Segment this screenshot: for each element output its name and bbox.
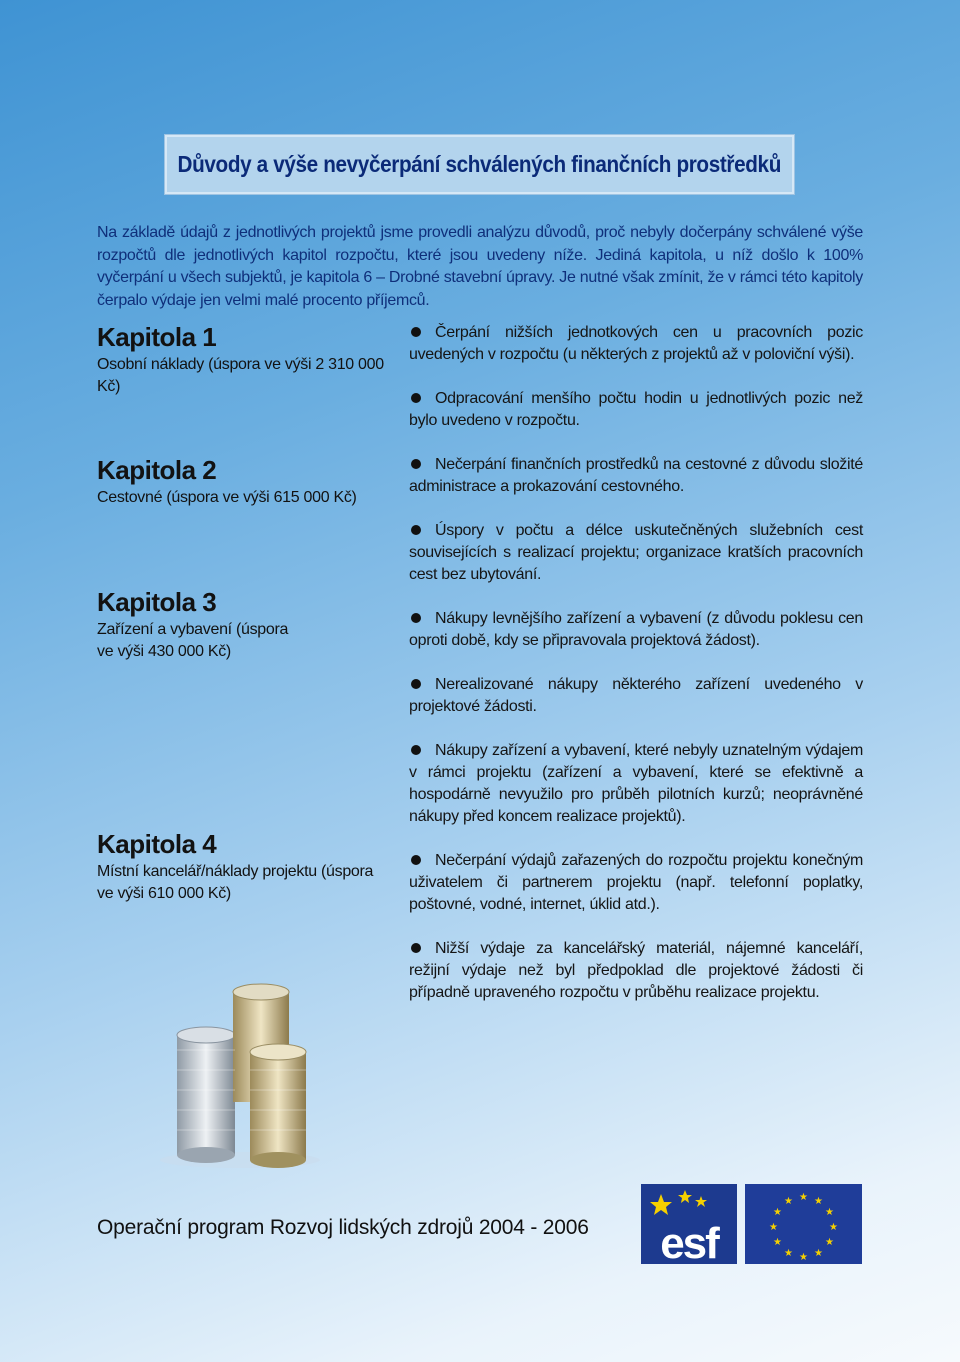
svg-text:★: ★ [825, 1237, 834, 1248]
svg-text:★: ★ [799, 1252, 808, 1263]
list-item-text: Nižší výdaje za kancelářský materiál, nájemné kanceláří, režijní výdaje než byl předpoklad dle projektové žádosti či případně upraveného rozpočtu v průběhu realizace projektu. [409, 940, 863, 1001]
chapter-1 [97, 322, 397, 398]
list-item [409, 740, 863, 828]
list-item [409, 520, 863, 586]
esf-logo-text: esf [660, 1219, 718, 1264]
list-item-text: Nečerpání finančních prostředků na cestovné z důvodu složité administrace a prokazování cestovného. [409, 456, 863, 495]
svg-text:★: ★ [814, 1248, 823, 1259]
svg-text:★: ★ [784, 1196, 793, 1207]
bullet-icon [411, 745, 421, 755]
bullet-icon [411, 679, 421, 689]
coin-stack-left [177, 1027, 235, 1163]
list-item [409, 388, 863, 432]
svg-text:★: ★ [799, 1192, 808, 1203]
svg-text:★: ★ [773, 1237, 782, 1248]
esf-logo [641, 1184, 737, 1264]
program-footer: Operační program Rozvoj lidských zdrojů 2004 - 2006 [97, 1216, 589, 1239]
title-box [165, 135, 794, 194]
svg-text:★: ★ [814, 1196, 823, 1207]
chapter-2 [97, 455, 397, 509]
bullet-icon [411, 855, 421, 865]
bullet-icon [411, 327, 421, 337]
page-title: Důvody a výše nevyčerpání schválených finančních prostředků [177, 151, 782, 177]
chapter-description: Místní kancelář/náklady projektu (úspora ve výši 610 000 Kč) [97, 863, 374, 902]
reasons-list [409, 322, 863, 1026]
list-item [409, 454, 863, 498]
svg-text:★: ★ [829, 1222, 838, 1233]
coin-stacks-image [155, 980, 325, 1170]
list-item [409, 608, 863, 652]
list-item [409, 850, 863, 916]
list-item-text: Nákupy zařízení a vybavení, které nebyly uznatelným výdajem v rámci projektu (zařízení a vybavení, které se efektivně a hospodárně nevyužilo pro průběh pilotních kurzů; neoprávněné nákupy před koncem realizace projektů). [409, 742, 863, 825]
chapter-title: Kapitola 2 [97, 455, 217, 485]
list-item-text: Čerpání nižších jednotkových cen u pracovních pozic uvedených v rozpočtu (u některých z projektů až v poloviční výši). [409, 324, 863, 363]
list-item-text: Nerealizované nákupy některého zařízení uvedeného v projektové žádosti. [409, 676, 863, 715]
chapter-description: Cestovné (úspora ve výši 615 000 Kč) [97, 489, 357, 506]
intro-paragraph: Na základě údajů z jednotlivých projektů jsme provedli analýzu důvodů, proč nebyly dočerpány schválené výše rozpočtů dle jednotlivých kapitol rozpočtu, které jsou uvedeny níže. Jediná kapitola, u níž došlo k 100% vyčerpání u všech subjektů, je kapitola 6 – Drobné stavební úpravy. Je nutné však zmínit, že v rámci této kapitoly čerpalo výdaje jen velmi malé procento příjemců. [97, 224, 863, 309]
list-item [409, 322, 863, 366]
coin-stack-front [250, 1044, 306, 1168]
svg-text:★: ★ [784, 1248, 793, 1259]
chapter-description: Osobní náklady (úspora ve výši 2 310 000 Kč) [97, 356, 384, 395]
bullet-icon [411, 459, 421, 469]
bullet-icon [411, 613, 421, 623]
chapter-4 [97, 829, 382, 905]
chapter-description: Zařízení a vybavení (úspora ve výši 430 000 Kč) [97, 621, 289, 660]
list-item [409, 674, 863, 718]
list-item [409, 938, 863, 1004]
chapter-title: Kapitola 3 [97, 587, 217, 617]
chapter-title: Kapitola 1 [97, 322, 217, 352]
eu-flag [745, 1184, 862, 1264]
list-item-text: Odpracování menšího počtu hodin u jednotlivých pozic než bylo uvedeno v rozpočtu. [409, 390, 863, 429]
list-item-text: Úspory v počtu a délce uskutečněných služebních cest souvisejících s realizací projektu; organizace kratších pracovních cest bez ubytování. [409, 522, 863, 583]
list-item-text: Nákupy levnějšího zařízení a vybavení (z důvodu poklesu cen oproti době, kdy se připravovala projektová žádost). [409, 610, 863, 649]
svg-text:★: ★ [825, 1207, 834, 1218]
bullet-icon [411, 393, 421, 403]
chapter-3 [97, 587, 307, 663]
svg-text:★: ★ [773, 1207, 782, 1218]
svg-text:★: ★ [769, 1222, 778, 1233]
list-item-text: Nečerpání výdajů zařazených do rozpočtu projektu konečným uživatelem či partnerem projektu (např. telefonní poplatky, poštovné, vodné, internet, úklid atd.). [409, 852, 863, 913]
bullet-icon [411, 525, 421, 535]
bullet-icon [411, 943, 421, 953]
chapter-title: Kapitola 4 [97, 829, 217, 859]
